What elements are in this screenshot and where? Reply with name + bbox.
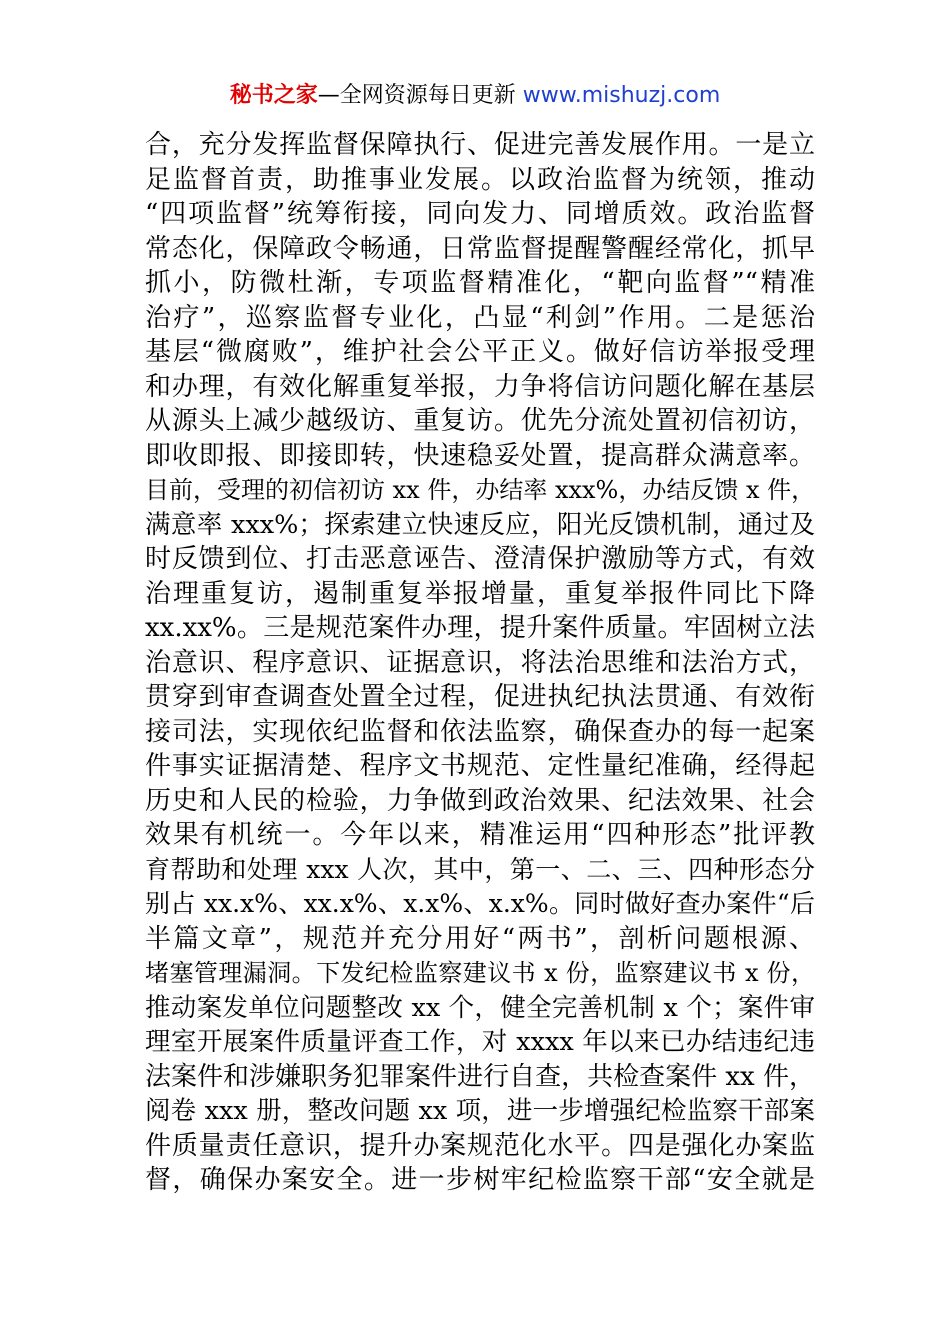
body-line: 时反馈到位、打击恶意诬告、澄清保护激励等方式，有效 — [145, 544, 815, 574]
body-line: 别占 xx.x%、xx.x%、x.x%、x.x%。同时做好查办案件“后 — [145, 889, 815, 918]
body-line: 从源头上减少越级访、重复访。优先分流处置初信初访， — [145, 406, 815, 436]
body-line: 件质量责任意识，提升办案规范化水平。四是强化办案监 — [145, 1130, 815, 1161]
body-line: 督，确保办案安全。进一步树牢纪检监察干部“安全就是 — [145, 1165, 815, 1195]
body-line: 育帮助和处理 xxx 人次，其中，第一、二、三、四种形态分 — [145, 854, 815, 884]
body-line: 合，充分发挥监督保障执行、促进完善发展作用。一是立 — [145, 130, 815, 160]
body-line: “四项监督”统筹衔接，同向发力、同增质效。政治监督 — [145, 199, 815, 229]
body-line: 足监督首责，助推事业发展。以政治监督为统领，推动 — [145, 164, 815, 195]
body-line: 抓小，防微杜渐，专项监督精准化，“靶向监督”“精准 — [145, 268, 815, 298]
body-line: 法案件和涉嫌职务犯罪案件进行自查，共检查案件 xx 件， — [145, 1061, 815, 1092]
document-body — [145, 128, 815, 1198]
site-brand: 秘书之家 — [229, 83, 318, 108]
body-line: 满意率 xxx%；探索建立快速反应，阳光反馈机制，通过及 — [145, 509, 815, 540]
body-line: 治意识、程序意识、证据意识，将法治思维和法治方式， — [145, 647, 815, 678]
body-line: 堵塞管理漏洞。下发纪检监察建议书 x 份，监察建议书 x 份， — [145, 959, 815, 987]
site-url-link[interactable]: www.mishuzj.com — [522, 83, 721, 108]
body-line: 治理重复访，遏制重复举报增量，重复举报件同比下降 — [145, 578, 815, 609]
body-line: 效果有机统一。今年以来，精准运用“四种形态”批评教 — [145, 820, 815, 850]
site-tagline: —全网资源每日更新 — [317, 83, 523, 108]
site-header — [0, 78, 950, 114]
body-line: 阅卷 xxx 册，整改问题 xx 项，进一步增强纪检监察干部案 — [145, 1096, 815, 1126]
body-line: 历史和人民的检验，力争做到政治效果、纪法效果、社会 — [145, 785, 815, 816]
body-line: 理室开展案件质量评查工作，对 xxxx 年以来已办结违纪违 — [145, 1027, 815, 1057]
body-line: 即收即报、即接即转，快速稳妥处置，提高群众满意率。 — [145, 440, 815, 471]
body-line: 和办理，有效化解重复举报，力争将信访问题化解在基层 — [145, 371, 815, 402]
body-line: 贯穿到审查调查处置全过程，促进执纪执法贯通、有效衔 — [145, 682, 815, 712]
body-line: 推动案发单位问题整改 xx 个，健全完善机制 x 个；案件审 — [145, 992, 815, 1023]
body-line: 件事实证据清楚、程序文书规范、定性量纪准确，经得起 — [145, 751, 815, 781]
body-line: 常态化，保障政令畅通，日常监督提醒警醒经常化，抓早 — [145, 233, 815, 264]
body-line: xx.xx%。三是规范案件办理，提升案件质量。牢固树立法 — [145, 613, 815, 643]
body-line: 半篇文章”，规范并充分用好“两书”，剖析问题根源、 — [145, 923, 815, 954]
body-line: 目前，受理的初信初访 xx 件，办结率 xxx%，办结反馈 x 件， — [145, 476, 815, 504]
body-line: 接司法，实现依纪监督和依法监察，确保查办的每一起案 — [145, 716, 815, 747]
body-line: 治疗”，巡察监督专业化，凸显“利剑”作用。二是惩治 — [145, 302, 815, 333]
body-line: 基层“微腐败”，维护社会公平正义。做好信访举报受理 — [145, 337, 815, 367]
